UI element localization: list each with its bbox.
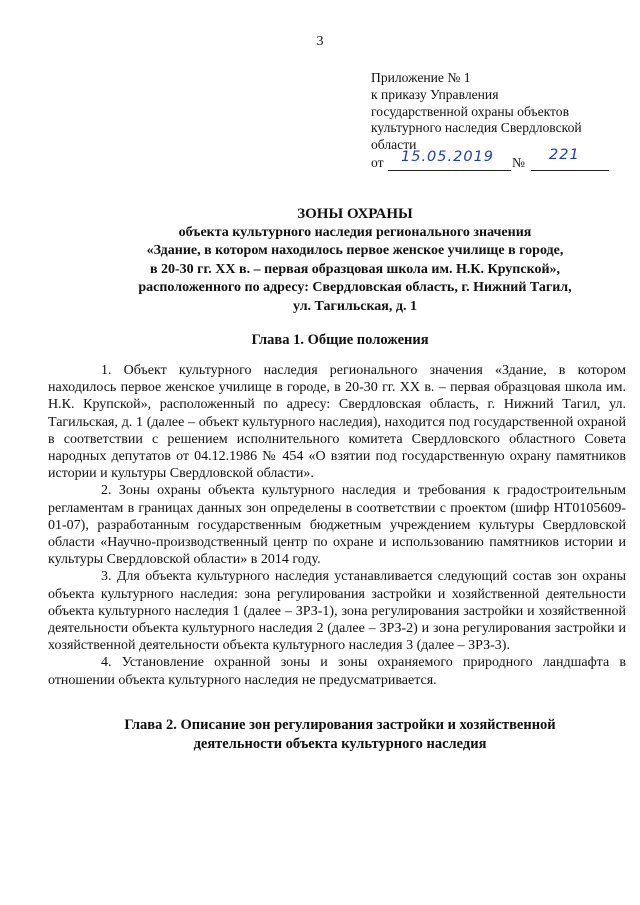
title-line: объекта культурного наследия регионального значения xyxy=(178,224,532,240)
order-date-handwritten: 15.05.2019 xyxy=(401,149,495,165)
title-main: ЗОНЫ ОХРАНЫ xyxy=(297,206,413,222)
paragraph: 3. Для объекта культурного наследия устанавливается следующий состав зон охраны объекта культурного наследия: зона регулирования застройки и хозяйственной деятельности объекта культурного наследия 1 (далее – ЗРЗ-1), зона регулирования застройки и хозяйственной деятельности объекта культурного наследия 2 (далее – ЗРЗ-2) и зона регулирования застройки и хозяйственной деятельности объекта культурного наследия 3 (далее – ЗРЗ-3). xyxy=(48,569,626,654)
date-label: от xyxy=(371,155,384,170)
title-line: расположенного по адресу: Свердловская область, г. Нижний Тагил, xyxy=(138,280,572,296)
chapter-2-heading-line: деятельности объекта культурного наследия xyxy=(193,736,487,752)
chapter-1-body xyxy=(48,362,626,689)
appendix-line: государственной охраны объектов xyxy=(371,103,570,119)
paragraph: 2. Зоны охраны объекта культурного наследия и требования к градостроительным регламентам в границах данных зон определены в соответствии с проектом (шифр НТ0105609-01-07), разработанным государственным бюджетным учреждением культуры Свердловской области «Научно-производственный центр по охране и использованию памятников истории и культуры Свердловской области» в 2014 году. xyxy=(48,483,626,568)
number-underline xyxy=(531,170,609,171)
appendix-line: Приложение № 1 xyxy=(371,70,471,85)
date-underline xyxy=(388,170,511,171)
appendix-line: области xyxy=(371,137,417,153)
page-number: 3 xyxy=(316,34,324,49)
title-line: ул. Тагильская, д. 1 xyxy=(293,298,417,314)
appendix-header xyxy=(371,70,621,154)
paragraph: 4. Установление охранной зоны и зоны охраняемого природного ландшафта в отношении объекта культурного наследия не предусматривается. xyxy=(48,655,626,688)
order-date-number-row xyxy=(371,147,621,175)
number-label: № xyxy=(512,155,525,170)
appendix-line: к приказу Управления xyxy=(371,86,499,102)
chapter-2-heading-line: Глава 2. Описание зон регулирования застройки и хозяйственной xyxy=(124,717,556,733)
order-number-handwritten: 221 xyxy=(549,147,580,163)
title-line: в 20-30 гг. XX в. – первая образцовая школа им. Н.К. Крупской», xyxy=(149,261,561,277)
chapter-2-heading xyxy=(40,716,640,754)
chapter-1-heading: Глава 1. Общие положения xyxy=(251,332,429,348)
paragraph: 1. Объект культурного наследия регионального значения «Здание, в котором находилось первое женское училище в городе, в 20-30 гг. XX в. – первая образцовая школа им. Н.К. Крупской», расположенный по адресу: Свердловская область, г. Нижний Тагил, ул. Тагильская, д. 1 (далее – объект культурного наследия), находится под государственной охраной в соответствии с решением исполнительного комитета Свердловского областного Совета народных депутатов от 04.12.1986 № 454 «О взятии под государственную охрану памятников истории и культуры Свердловской области». xyxy=(48,363,626,482)
document-title xyxy=(60,205,640,317)
title-line: «Здание, в котором находилось первое женское училище в городе, xyxy=(146,243,564,259)
appendix-line: культурного наследия Свердловской xyxy=(371,120,582,136)
